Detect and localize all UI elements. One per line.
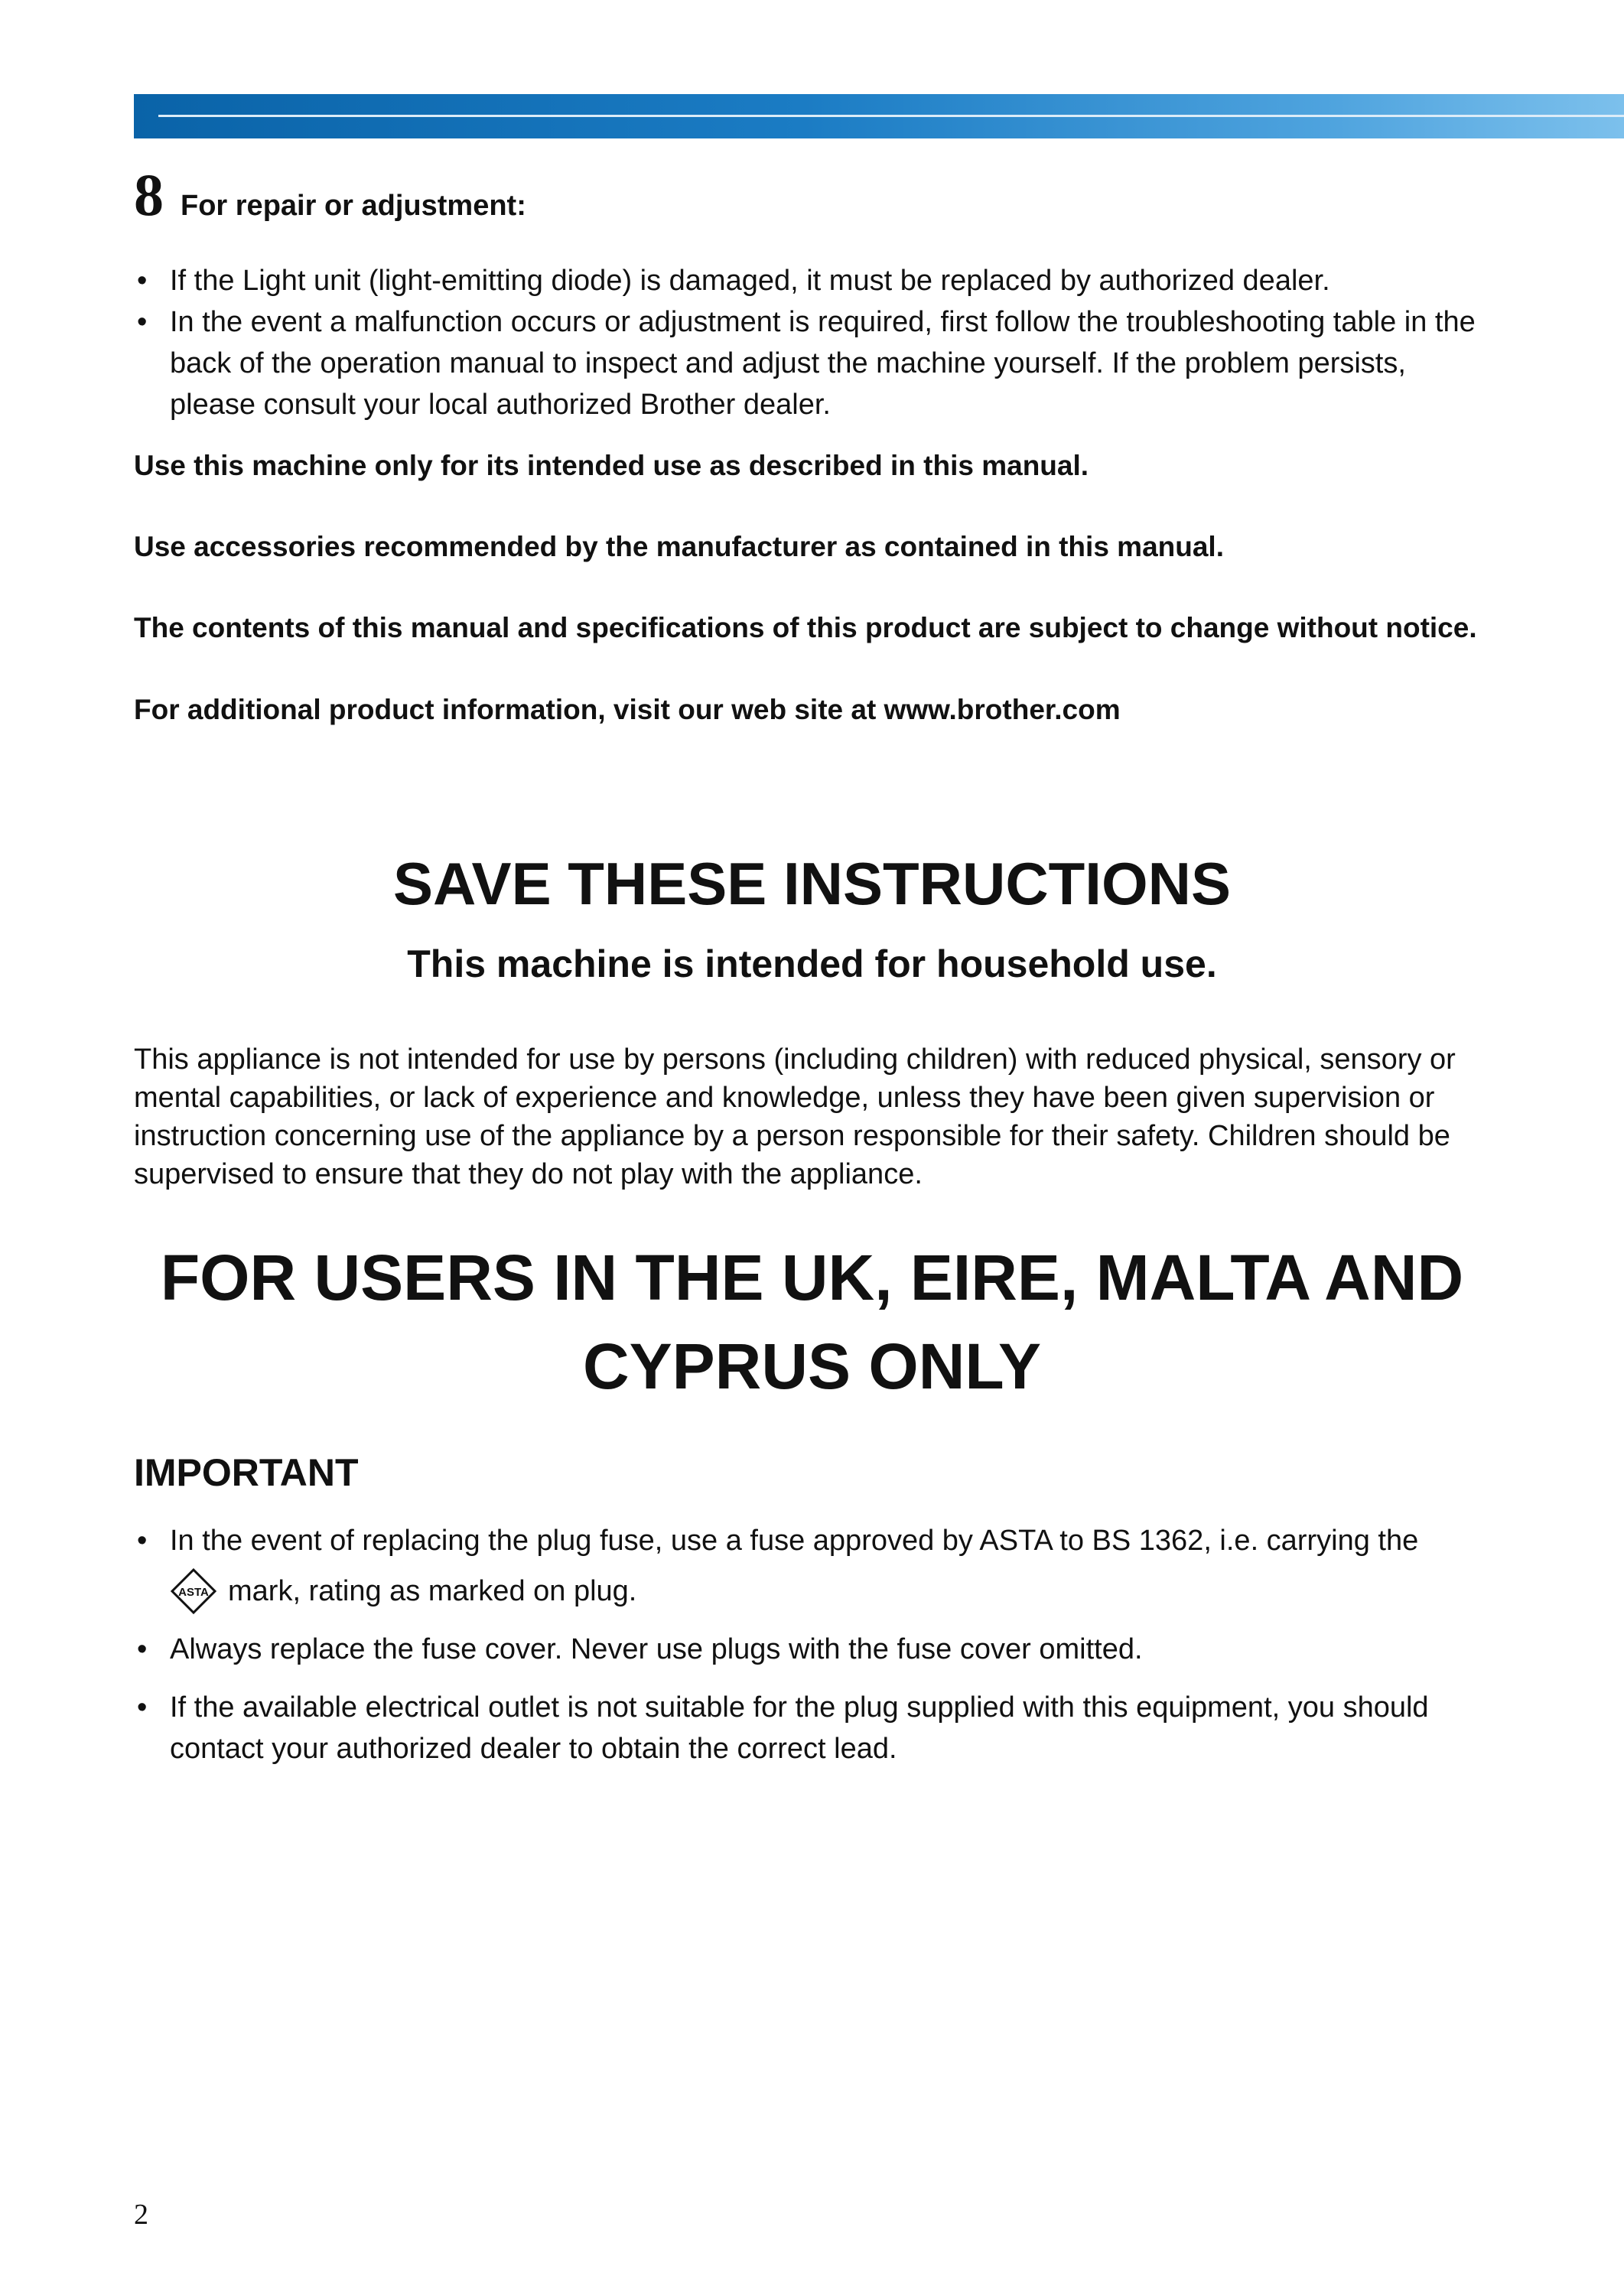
section-title: For repair or adjustment: [181,190,526,222]
list-item: • If the Light unit (light-emitting diode) is damaged, it must be replaced by authorized dealer. [134,260,1495,301]
household-use-subtitle: This machine is intended for household use. [407,942,1217,985]
notice-intended-use: Use this machine only for its intended use as described in this manual. [134,450,1089,481]
page-number: 2 [134,2199,148,2231]
asta-mark-text: ASTA [178,1586,209,1599]
list-item: • Always replace the fuse cover. Never use plugs with the fuse cover omitted. [134,1629,1495,1670]
list-item: • In the event a malfunction occurs or adjustment is required, first follow the troubleshooting table in the back of the operation manual to inspect and adjust the machine yourself. If the problem persists, please consult your local authorized Brother dealer. [134,301,1495,425]
asta-mark-icon [170,1567,217,1615]
notice-accessories: Use accessories recommended by the manufacturer as contained in this manual. [134,531,1224,562]
uk-users-title [0,1233,1624,1411]
save-instructions-title: SAVE THESE INSTRUCTIONS [392,850,1231,917]
list-item [134,1520,1495,1615]
section-number: 8 [134,161,164,228]
important-heading: IMPORTANT [134,1451,359,1494]
fuse-mark-text: mark, rating as marked on plug. [228,1575,637,1607]
asta-mark-line [170,1567,1495,1615]
header-rule [158,115,1624,117]
header-bar [134,94,1624,138]
list-item: • If the available electrical outlet is not suitable for the plug supplied with this equipment, you should contact your authorized dealer to obtain the correct lead. [134,1687,1495,1769]
fuse-text: • In the event of replacing the plug fuse, use a fuse approved by ASTA to BS 1362, i.e. carrying the [170,1525,1419,1557]
notice-specifications: The contents of this manual and specifications of this product are subject to change without notice. [134,612,1477,643]
important-bullet-list [134,1520,1495,1769]
appliance-warning-paragraph: This appliance is not intended for use by persons (including children) with reduced physical, sensory or mental capabilities, or lack of experience and knowledge, unless they have been given supervision or instruction concerning use of the appliance by a person responsible for their safety. Children should be supervised to ensure that they do not play with the appliance. [134,1043,1456,1190]
notice-website: For additional product information, visit our web site at www.brother.com [134,694,1121,725]
repair-bullet-list [134,260,1495,425]
section-heading [134,161,526,228]
uk-title-line-2: CYPRUS ONLY [582,1330,1042,1402]
uk-title-line-1: FOR USERS IN THE UK, EIRE, MALTA AND [160,1242,1464,1314]
